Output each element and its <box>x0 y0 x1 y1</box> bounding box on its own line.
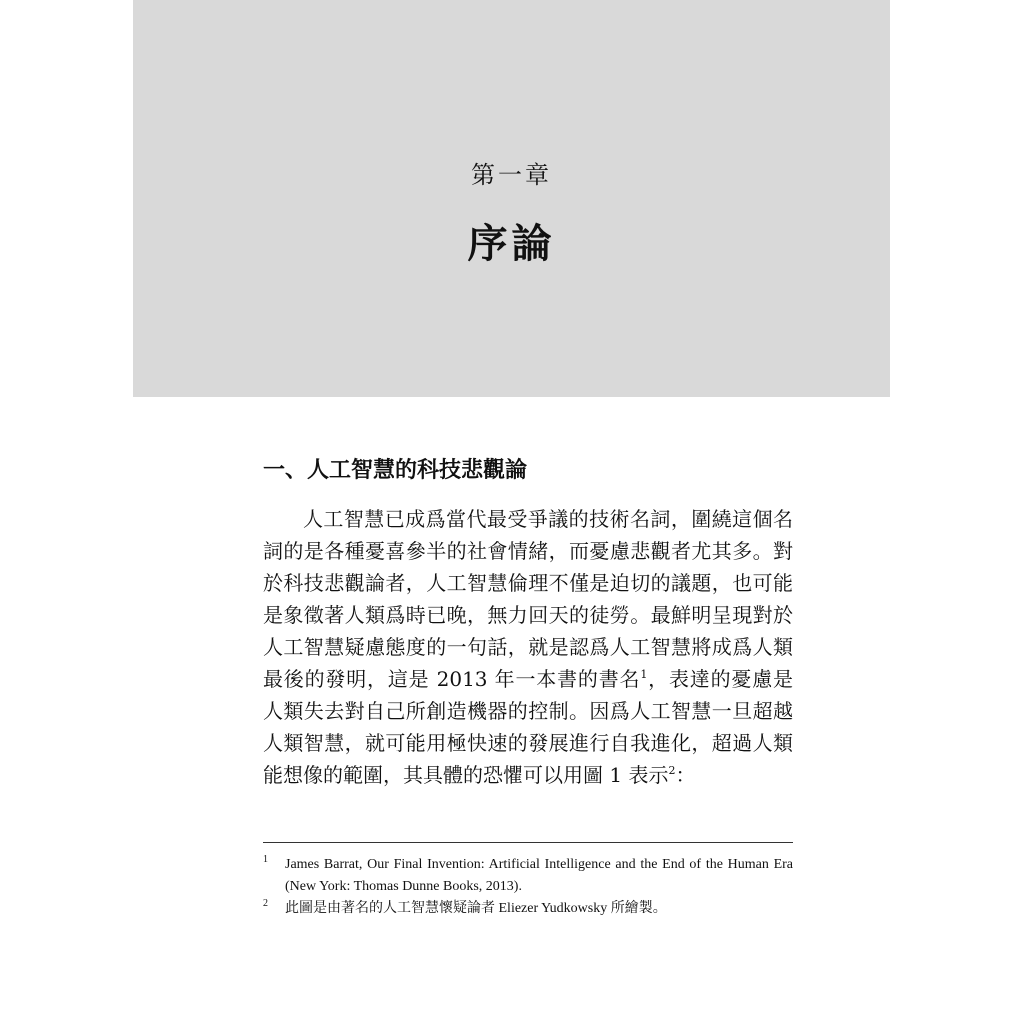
section-heading: 一、人工智慧的科技悲觀論 <box>263 458 528 483</box>
body-paragraph <box>263 503 793 791</box>
footnote-ref-2: 2 <box>668 764 676 777</box>
footnote-mark: 1 <box>263 854 268 865</box>
body-text-part-2: ，表達的憂慮是人類失去對自己所創造機器的控制。因爲人工智慧一旦超越人類智慧，就可能用極快速的發展進行自我進化，超過人類能想像的範圍，其具體的恐懼可以用圖 1 表示 <box>263 667 793 787</box>
footnotes <box>263 854 793 920</box>
chapter-title: 序論 <box>467 220 556 267</box>
footnote-2 <box>263 898 793 920</box>
footnote-divider <box>263 842 793 843</box>
footnote-text: 此圖是由著名的人工智慧懷疑論者 Eliezer Yudkowsky 所繪製。 <box>285 901 667 916</box>
footnote-text: James Barrat, Our Final Invention: Artificial Intelligence and the End of the Human Era (New York: Thomas Dunne Books, 2013). <box>285 857 793 894</box>
footnote-1 <box>263 854 793 898</box>
body-text-part-3: ： <box>675 763 696 787</box>
chapter-banner <box>133 0 890 397</box>
footnote-mark: 2 <box>263 898 268 909</box>
body-text-part-1: 人工智慧已成爲當代最受爭議的技術名詞，圍繞這個名詞的是各種憂喜參半的社會情緒，而憂慮悲觀者尤其多。對於科技悲觀論者，人工智慧倫理不僅是迫切的議題，也可能是象徵著人類爲時已晚，無力回天的徒勞。最鮮明呈現對於人工智慧疑慮態度的一句話，就是認爲人工智慧將成爲人類最後的發明，這是 2013 年一本書的書名 <box>263 507 793 691</box>
footnote-ref-1: 1 <box>640 668 648 681</box>
chapter-number: 第一章 <box>471 161 552 189</box>
